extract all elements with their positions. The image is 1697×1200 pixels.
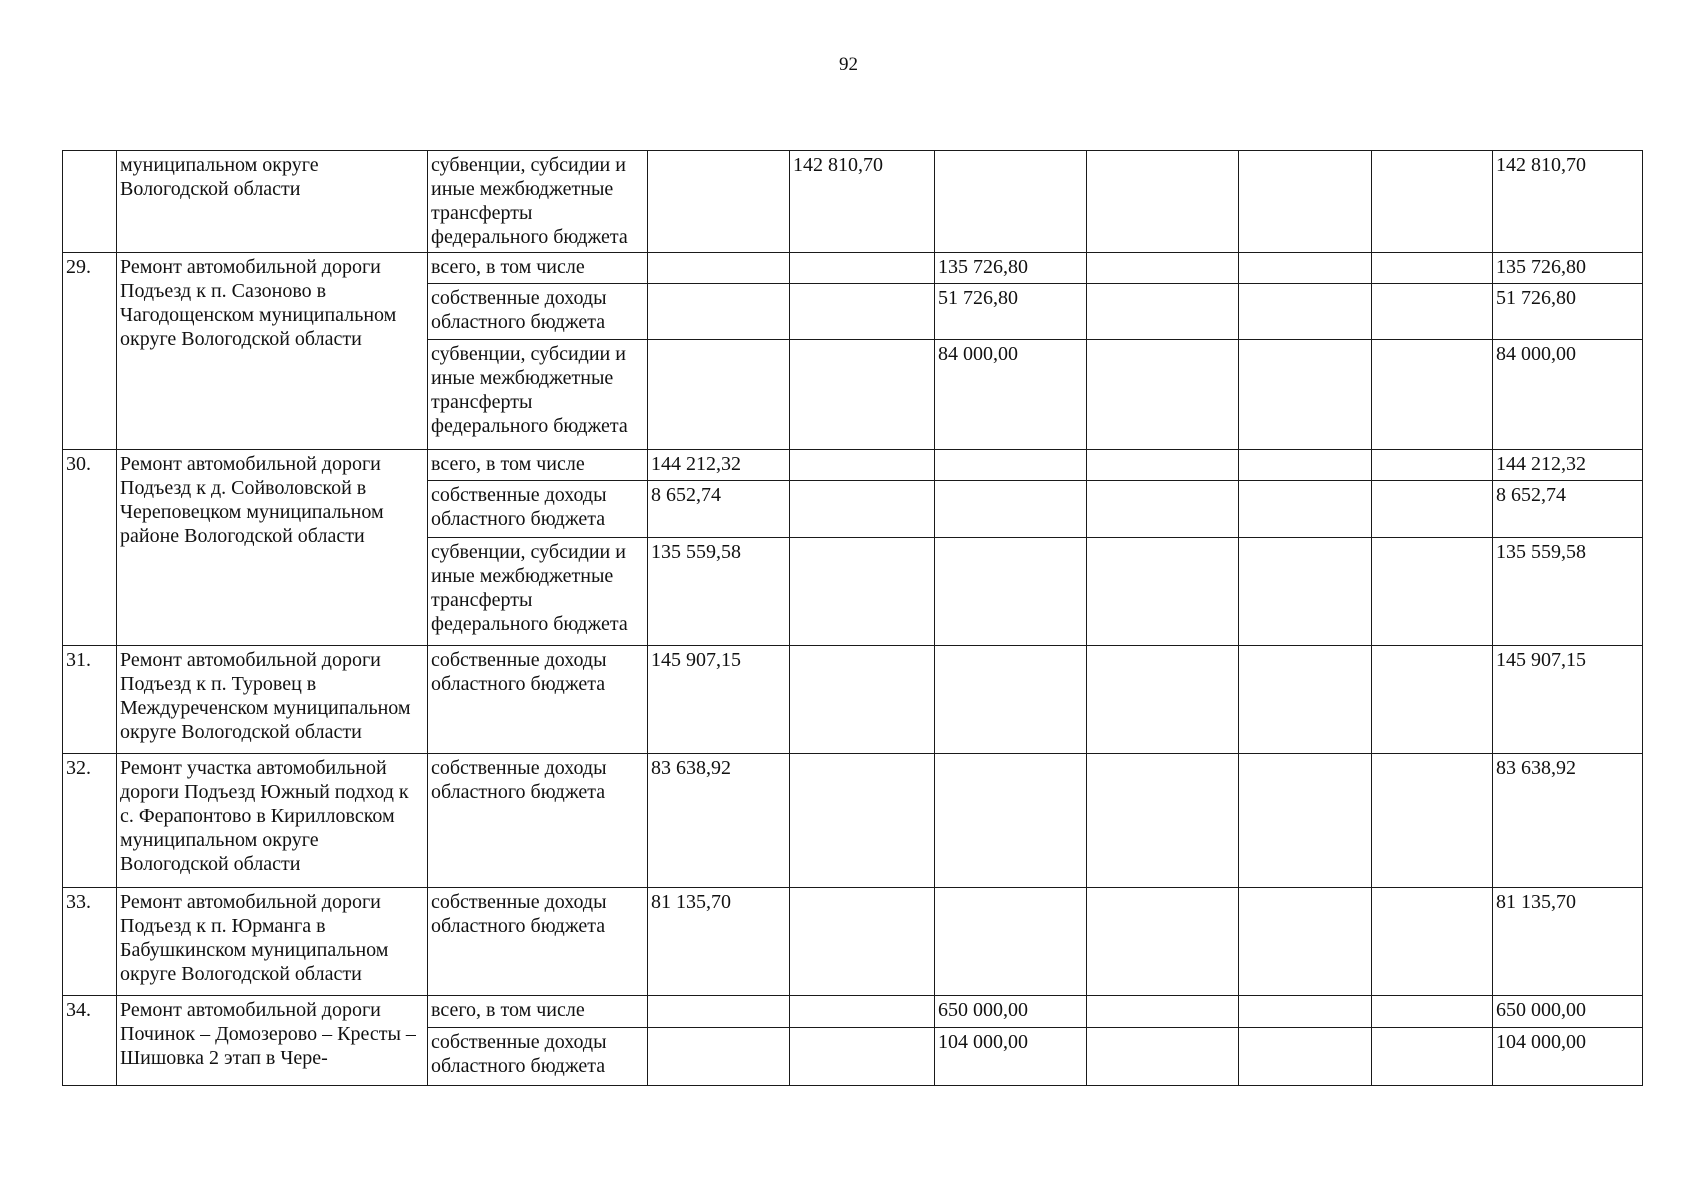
empty-cell <box>1087 151 1239 253</box>
amount-cell: 144 212,32 <box>648 450 790 481</box>
total-cell: 84 000,00 <box>1493 340 1643 450</box>
empty-cell <box>1372 996 1493 1028</box>
empty-cell <box>1372 481 1493 538</box>
funding-source: субвенции, субсидии и иные межбюджетные трансферты федерального бюджета <box>428 151 648 253</box>
page-number: 92 <box>839 54 858 75</box>
amount-cell: 145 907,15 <box>648 646 790 754</box>
empty-cell <box>1087 450 1239 481</box>
empty-cell <box>1087 284 1239 340</box>
amount-cell <box>790 1028 935 1086</box>
funding-source: субвенции, субсидии и иные межбюджетные трансферты федерального бюджета <box>428 340 648 450</box>
row-number: 32. <box>63 754 117 888</box>
amount-cell: 84 000,00 <box>935 340 1087 450</box>
empty-cell <box>1087 481 1239 538</box>
empty-cell <box>1239 888 1372 996</box>
amount-cell <box>790 481 935 538</box>
amount-cell: 8 652,74 <box>648 481 790 538</box>
funding-source: собственные доходы областного бюджета <box>428 754 648 888</box>
funding-source: собственные доходы областного бюджета <box>428 888 648 996</box>
empty-cell <box>1239 996 1372 1028</box>
amount-cell <box>790 450 935 481</box>
amount-cell <box>790 284 935 340</box>
object-name: Ремонт автомобильной дороги Починок – Домозерово – Кресты – Шишовка 2 этап в Чере- <box>117 996 428 1086</box>
total-cell: 650 000,00 <box>1493 996 1643 1028</box>
empty-cell <box>1087 646 1239 754</box>
table-row <box>63 253 1643 284</box>
object-name: Ремонт участка автомобильной дороги Подъезд Южный подход к с. Ферапонтово в Кирилловском муниципальном округе Вологодской области <box>117 754 428 888</box>
amount-cell <box>935 646 1087 754</box>
empty-cell <box>1087 888 1239 996</box>
amount-cell <box>935 151 1087 253</box>
funding-source: всего, в том числе <box>428 253 648 284</box>
empty-cell <box>1372 754 1493 888</box>
total-cell: 51 726,80 <box>1493 284 1643 340</box>
amount-cell: 104 000,00 <box>935 1028 1087 1086</box>
funding-source: собственные доходы областного бюджета <box>428 284 648 340</box>
total-cell: 81 135,70 <box>1493 888 1643 996</box>
empty-cell <box>1239 340 1372 450</box>
empty-cell <box>1372 646 1493 754</box>
amount-cell <box>935 481 1087 538</box>
amount-cell: 650 000,00 <box>935 996 1087 1028</box>
row-number: 31. <box>63 646 117 754</box>
empty-cell <box>1239 253 1372 284</box>
row-number: 29. <box>63 253 117 450</box>
funding-source: всего, в том числе <box>428 450 648 481</box>
table-row <box>63 450 1643 481</box>
object-name: Ремонт автомобильной дороги Подъезд к п. Юрманга в Бабушкинском муниципальном округе Вологодской области <box>117 888 428 996</box>
empty-cell <box>1239 450 1372 481</box>
budget-table <box>62 150 1643 1086</box>
amount-cell <box>648 996 790 1028</box>
total-cell: 135 559,58 <box>1493 538 1643 646</box>
empty-cell <box>1239 151 1372 253</box>
total-cell: 144 212,32 <box>1493 450 1643 481</box>
empty-cell <box>1372 1028 1493 1086</box>
row-number: 33. <box>63 888 117 996</box>
object-name: Ремонт автомобильной дороги Подъезд к д. Сойволовской в Череповецком муниципальном районе Вологодской области <box>117 450 428 646</box>
amount-cell <box>648 1028 790 1086</box>
total-cell: 8 652,74 <box>1493 481 1643 538</box>
funding-source: всего, в том числе <box>428 996 648 1028</box>
object-name: Ремонт автомобильной дороги Подъезд к п. Сазоново в Чагодощенском муниципальном округе Вологодской области <box>117 253 428 450</box>
empty-cell <box>1372 888 1493 996</box>
amount-cell <box>648 253 790 284</box>
table-row <box>63 646 1643 754</box>
object-name: муниципальном округе Вологодской области <box>117 151 428 253</box>
total-cell: 83 638,92 <box>1493 754 1643 888</box>
amount-cell <box>935 450 1087 481</box>
amount-cell: 83 638,92 <box>648 754 790 888</box>
funding-source: субвенции, субсидии и иные межбюджетные трансферты федерального бюджета <box>428 538 648 646</box>
empty-cell <box>1372 450 1493 481</box>
row-number: 30. <box>63 450 117 646</box>
amount-cell <box>790 538 935 646</box>
empty-cell <box>1239 646 1372 754</box>
amount-cell: 142 810,70 <box>790 151 935 253</box>
funding-source: собственные доходы областного бюджета <box>428 1028 648 1086</box>
funding-source: собственные доходы областного бюджета <box>428 646 648 754</box>
table-row <box>63 754 1643 888</box>
amount-cell <box>648 284 790 340</box>
row-number <box>63 151 117 253</box>
empty-cell <box>1239 1028 1372 1086</box>
amount-cell <box>790 888 935 996</box>
empty-cell <box>1372 151 1493 253</box>
empty-cell <box>1372 253 1493 284</box>
table-row <box>63 888 1643 996</box>
empty-cell <box>1087 340 1239 450</box>
amount-cell <box>935 754 1087 888</box>
empty-cell <box>1087 538 1239 646</box>
amount-cell <box>935 538 1087 646</box>
empty-cell <box>1087 754 1239 888</box>
amount-cell <box>648 151 790 253</box>
amount-cell <box>790 340 935 450</box>
empty-cell <box>1087 253 1239 284</box>
amount-cell: 135 559,58 <box>648 538 790 646</box>
amount-cell <box>790 996 935 1028</box>
amount-cell: 51 726,80 <box>935 284 1087 340</box>
table-row <box>63 996 1643 1028</box>
amount-cell <box>648 340 790 450</box>
object-name: Ремонт автомобильной дороги Подъезд к п. Туровец в Междуреченском муниципальном округе Вологодской области <box>117 646 428 754</box>
amount-cell: 81 135,70 <box>648 888 790 996</box>
total-cell: 142 810,70 <box>1493 151 1643 253</box>
empty-cell <box>1087 1028 1239 1086</box>
empty-cell <box>1239 754 1372 888</box>
empty-cell <box>1372 538 1493 646</box>
amount-cell <box>790 754 935 888</box>
empty-cell <box>1087 996 1239 1028</box>
amount-cell: 135 726,80 <box>935 253 1087 284</box>
amount-cell <box>935 888 1087 996</box>
funding-source: собственные доходы областного бюджета <box>428 481 648 538</box>
total-cell: 145 907,15 <box>1493 646 1643 754</box>
amount-cell <box>790 253 935 284</box>
empty-cell <box>1239 538 1372 646</box>
empty-cell <box>1372 284 1493 340</box>
amount-cell <box>790 646 935 754</box>
row-number: 34. <box>63 996 117 1086</box>
empty-cell <box>1239 284 1372 340</box>
empty-cell <box>1239 481 1372 538</box>
empty-cell <box>1372 340 1493 450</box>
total-cell: 104 000,00 <box>1493 1028 1643 1086</box>
table-row <box>63 151 1643 253</box>
total-cell: 135 726,80 <box>1493 253 1643 284</box>
